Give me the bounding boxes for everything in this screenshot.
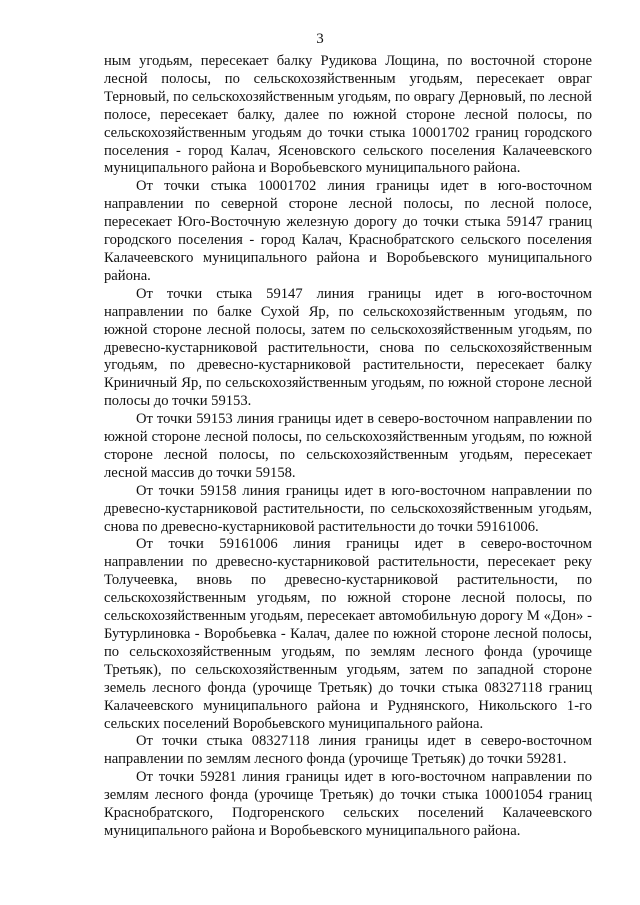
paragraph: От точки стыка 59147 линия границы идет в юго-восточном направлении по балке Сухой Яр, по сельскохозяйственным угодьям, по южной стороне лесной полосы, затем по сельскохозяйственным угодьям, по древесно-кустарниковой растительности, снова по сельскохозяйственным угодьям, по древесно-кустарниковой растительности, пересекает балку Криничный Яр, по сельскохозяйственным угодьям, по южной стороне лесной полосы до точки 59153. [104,285,592,410]
paragraph: От точки 59153 линия границы идет в северо-восточном направлении по южной стороне лесной полосы, по сельскохозяйственным угодьям, по южной стороне лесной полосы, по сельскохозяйственным угодьям, пересекает лесной массив до точки 59158. [104,411,592,481]
paragraph: От точки стыка 10001702 линия границы идет в юго-восточном направлении по северной стороне лесной полосы, по лесной полосе, пересекает Юго-Восточную железную дорогу до точки стыка 59147 границ городского поселения - город Калач, Краснобратского сельского поселения Калачеевского муниципального района и Воробьевского муниципального района. [104,178,592,284]
page-number: 3 [316,31,324,47]
paragraph: От точки 59161006 линия границы идет в северо-восточном направлении по древесно-кустарниковой растительности, пересекает реку Толучеевка, вновь по древесно-кустарниковой растительности, по сельскохозяйственным угодьям, по южной стороне лесной полосы, по сельскохозяйственным угодьям, пересекает автомобильную дорогу М «Дон» - Бутурлиновка - Воробьевка - Калач, далее по южной стороне лесной полосы, по сельскохозяйственным угодьям, по землям лесного фонда (урочище Третьяк), по сельскохозяйственным угодьям, затем по западной стороне земель лесного фонда (урочище Третьяк) до точки стыка 08327118 границ Калачеевского муниципального района и Руднянского, Никольского 1-го сельских поселений Воробьевского муниципального района. [104,536,592,732]
document-body [104,53,592,841]
paragraph: От точки 59158 линия границы идет в юго-восточном направлении по древесно-кустарниковой растительности, по сельскохозяйственным угодьям, снова по древесно-кустарниковой растительности до точки 59161006. [104,482,592,535]
paragraph-continuation: ным угодьям, пересекает балку Рудикова Лощина, по восточной стороне лесной полосы, по сельскохозяйственным угодьям, пересекает овраг Терновый, по сельскохозяйственным угодьям, по оврагу Дерновый, по лесной полосе, пересекает балку, далее по южной стороне лесной полосы, по сельскохозяйственным угодьям до точки стыка 10001702 границ городского поселения - город Калач, Ясеновского сельского поселения Калачеевского муниципального района и Воробьевского муниципального района. [104,53,592,177]
paragraph: От точки 59281 линия границы идет в юго-восточном направлении по землям лесного фонда (урочище Третьяк) до точки стыка 10001054 границ Краснобратского, Подгоренского сельских поселений Калачеевского муниципального района и Воробьевского муниципального района. [104,769,592,839]
paragraph: От точки стыка 08327118 линия границы идет в северо-восточном направлении по землям лесного фонда (урочище Третьяк) до точки 59281. [104,733,592,768]
